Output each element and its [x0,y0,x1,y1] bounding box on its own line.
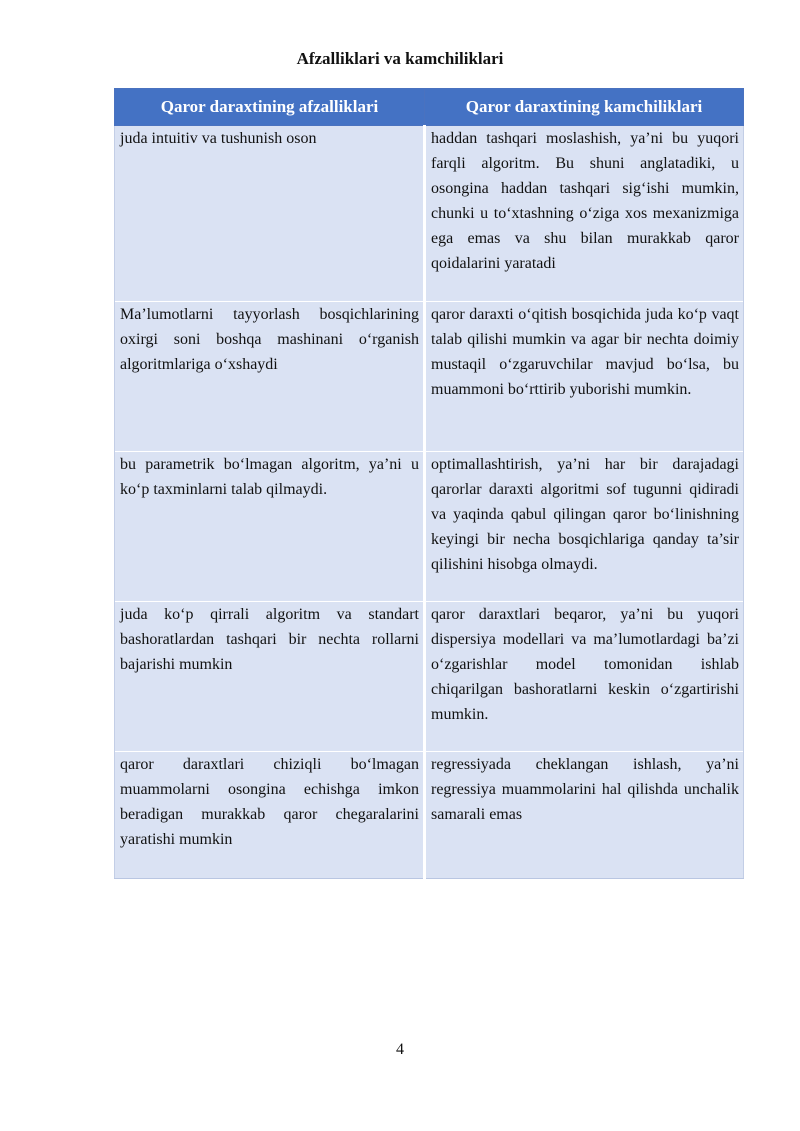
advantage-cell: bu parametrik bo‘lmagan algoritm, ya’ni u ko‘p taxminlarni talab qilmaydi. [115,452,425,602]
table-row [115,302,744,452]
header-disadvantages: Qaror daraxtining kamchiliklari [425,89,744,126]
header-advantages: Qaror daraxtining afzalliklari [115,89,425,126]
advantage-cell: juda ko‘p qirrali algoritm va standart bashoratlardan tashqari bir nechta rollarni bajarishi mumkin [115,602,425,752]
table-header-row [115,89,744,126]
advantage-cell: qaror daraxtlari chiziqli bo‘lmagan muammolarni osongina echishga imkon beradigan murakkab qaror chegaralarini yaratishi mumkin [115,752,425,879]
advantage-cell: juda intuitiv va tushunish oson [115,126,425,302]
comparison-table [114,88,744,879]
document-title: Afzalliklari va kamchiliklari [296,49,504,68]
page-number: 4 [396,1041,404,1058]
advantage-cell: Ma’lumotlarni tayyorlash bosqichlarining oxirgi soni boshqa mashinani o‘rganish algoritmlariga o‘xshaydi [115,302,425,452]
disadvantage-cell: optimallashtirish, ya’ni har bir darajadagi qarorlar daraxti algoritmi sof tugunni qidiradi va yaqinda qabul qilingan qaror bo‘linishning keyingi bir necha bosqichlariga qanday ta’sir qilishini hisobga olmaydi. [425,452,744,602]
disadvantage-cell: qaror daraxti o‘qitish bosqichida juda ko‘p vaqt talab qilishi mumkin va agar bir nechta doimiy mustaqil o‘zgaruvchilar mavjud bo‘lsa, bu muammoni bo‘rttirib yuborishi mumkin. [425,302,744,452]
table-row [115,126,744,302]
disadvantage-cell: regressiyada cheklangan ishlash, ya’ni regressiya muammolarini hal qilishda unchalik samarali emas [425,752,744,879]
disadvantage-cell: qaror daraxtlari beqaror, ya’ni bu yuqori dispersiya modellari va ma’lumotlardagi ba’zi o‘zgarishlar model tomonidan ishlab chiqarilgan bashoratlarni keskin o‘zgartirishi mumkin. [425,602,744,752]
table-row [115,602,744,752]
table-row [115,452,744,602]
disadvantage-cell: haddan tashqari moslashish, ya’ni bu yuqori farqli algoritm. Bu shuni anglatadiki, u osongina haddan tashqari sig‘ishi mumkin, chunki u to‘xtashning o‘ziga xos mexanizmiga ega emas va shu bilan murakkab qaror qoidalarini yaratadi [425,126,744,302]
table-row [115,752,744,879]
